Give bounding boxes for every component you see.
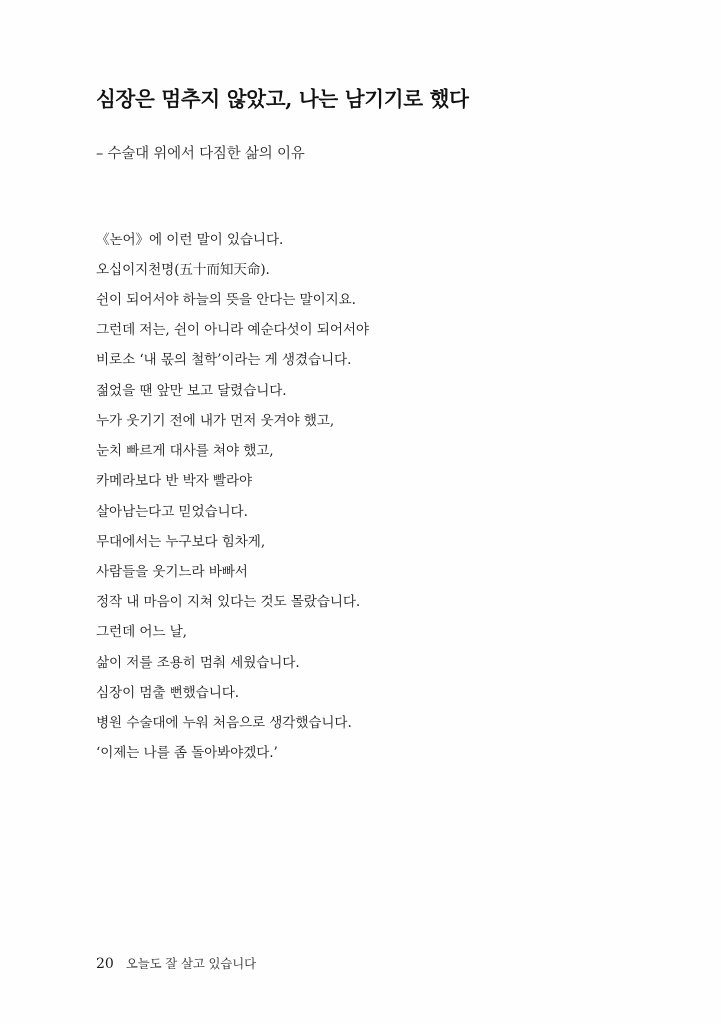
page-subtitle: – 수술대 위에서 다짐한 삶의 이유: [96, 145, 305, 162]
body-line: 누가 웃기기 전에 내가 먼저 웃겨야 했고,: [96, 412, 335, 429]
body-line: 무대에서는 누구보다 힘차게,: [96, 533, 266, 550]
body-line: ‘이제는 나를 좀 돌아봐야겠다.’: [96, 745, 278, 762]
body-line: 삶이 저를 조용히 멈춰 세웠습니다.: [96, 654, 300, 671]
body-line: 정작 내 마음이 지쳐 있다는 것도 몰랐습니다.: [96, 594, 361, 611]
footer-book-title: 오늘도 잘 살고 있습니다: [125, 956, 257, 971]
body-line: 그런데 어느 날,: [96, 624, 187, 641]
body-line: 카메라보다 반 박자 빨라야: [96, 473, 253, 490]
body-line: 사람들을 웃기느라 바빠서: [96, 563, 248, 580]
body-line: 젊었을 땐 앞만 보고 달렸습니다.: [96, 382, 287, 399]
body-line: 눈치 빠르게 대사를 쳐야 했고,: [96, 443, 274, 460]
body-line: 그런데 저는, 쉰이 아니라 예순다섯이 되어서야: [96, 322, 369, 339]
body-line: 심장이 멈출 뻔했습니다.: [96, 684, 239, 701]
page-footer: [96, 954, 256, 972]
page-number: 20: [96, 956, 114, 972]
body-line: 살아남는다고 믿었습니다.: [96, 503, 248, 520]
page-title: 심장은 멈추지 않았고, 나는 남기기로 했다: [96, 87, 469, 111]
body-line: 《논어》에 이런 말이 있습니다.: [96, 231, 284, 248]
body-line: 비로소 ‘내 몫의 철학’이라는 게 생겼습니다.: [96, 352, 352, 369]
body-line: 쉰이 되어서야 하늘의 뜻을 안다는 말이지요.: [96, 292, 356, 309]
body-text: [96, 225, 641, 769]
body-line: 오십이지천명(五十而知天命).: [96, 261, 270, 278]
page-content: [96, 86, 641, 768]
body-line: 병원 수술대에 누워 처음으로 생각했습니다.: [96, 714, 352, 731]
